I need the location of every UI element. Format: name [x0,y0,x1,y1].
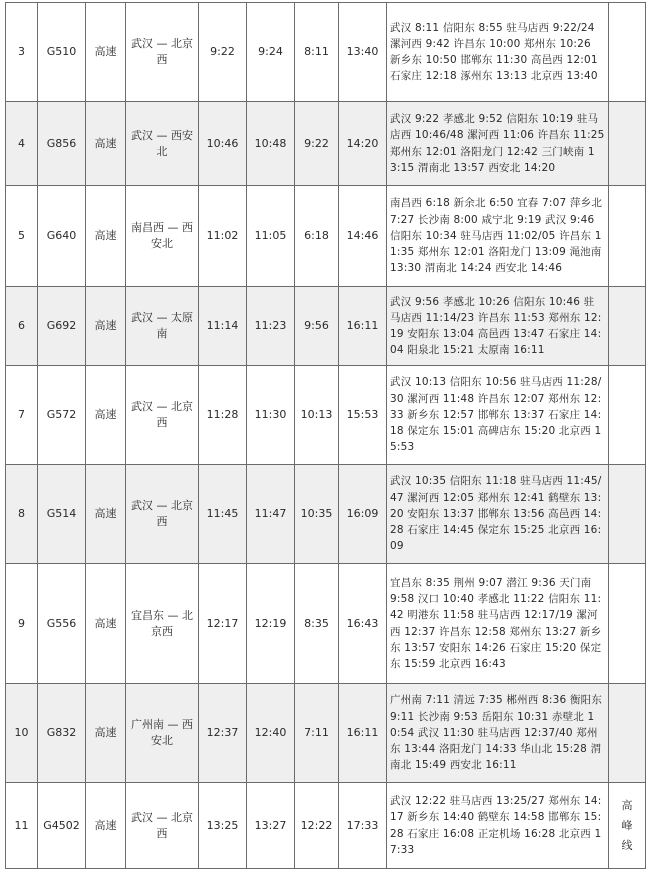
row-index: 7 [6,366,38,465]
terminal-time: 16:11 [339,287,387,366]
terminal-time: 17:33 [339,783,387,869]
route: 武汉 — 北京西 [131,810,193,840]
depart-time: 12:37 [199,684,247,783]
depart-time: 10:46 [199,102,247,186]
note-cell [609,186,646,287]
table-row [6,366,646,465]
train-type: 高速 [86,102,126,186]
route: 武汉 — 北京西 [131,37,193,66]
row-index: 8 [6,465,38,564]
depart-time: 13:25 [199,783,247,869]
train-type: 高速 [86,564,126,684]
train-type: 高速 [86,783,126,869]
table-row [6,564,646,684]
route: 武汉 — 西安北 [131,128,193,158]
route-cell [126,465,199,564]
row-index: 3 [6,3,38,102]
note-cell [609,783,646,869]
terminal-time: 13:40 [339,3,387,102]
train-number: G692 [38,287,86,366]
stops-list: 武汉 10:35 信阳东 11:18 驻马店西 11:45/47 漯河西 12:05 郑州东 12:41 鹤壁东 13:20 安阳东 13:37 邯郸东 13:56 高邑西 14:28 石家庄 14:45 保定东 15:25 北京西 16:09 [387,465,609,564]
origin-time: 10:13 [295,366,339,465]
row-index: 5 [6,186,38,287]
train-type: 高速 [86,366,126,465]
route-cell [126,366,199,465]
depart-time: 11:45 [199,465,247,564]
train-type: 高速 [86,186,126,287]
route-cell [126,287,199,366]
train-type: 高速 [86,3,126,102]
note-cell [609,287,646,366]
row-index: 4 [6,102,38,186]
train-number: G640 [38,186,86,287]
train-type: 高速 [86,465,126,564]
table-row [6,186,646,287]
route-cell [126,684,199,783]
route-cell [126,564,199,684]
depart-time: 11:02 [199,186,247,287]
stops-list: 南昌西 6:18 新余北 6:50 宜春 7:07 萍乡北 7:27 长沙南 8:00 咸宁北 9:19 武汉 9:46 信阳东 10:34 驻马店西 11:02/05 许昌东 11:35 郑州东 12:01 洛阳龙门 13:09 渑池南 13:30 渭南北 14:24 西安北 14:46 [387,186,609,287]
route: 南昌西 — 西安北 [131,221,193,250]
row-index: 10 [6,684,38,783]
stops-list: 武汉 9:56 孝感北 10:26 信阳东 10:46 驻马店西 11:14/23 许昌东 11:53 郑州东 12:19 安阳东 13:04 高邑西 13:47 石家庄 14:04 阳泉北 15:21 太原南 16:11 [387,287,609,366]
train-number: G514 [38,465,86,564]
stops-list: 宜昌东 8:35 荆州 9:07 潜江 9:36 天门南 9:58 汉口 10:40 孝感北 11:22 信阳东 11:42 明港东 11:58 驻马店西 12:17/19 漯河西 12:37 许昌东 12:58 郑州东 13:27 新乡东 13:57 安阳东 14:26 石家庄 15:20 保定东 15:59 北京西 16:43 [387,564,609,684]
route: 宜昌东 — 北京西 [131,608,193,638]
note-cell [609,465,646,564]
note: 高峰线 [621,798,633,852]
terminal-time: 14:20 [339,102,387,186]
train-type: 高速 [86,287,126,366]
terminal-time: 14:46 [339,186,387,287]
route: 武汉 — 北京西 [131,400,193,429]
train-number: G832 [38,684,86,783]
depart-time: 11:14 [199,287,247,366]
stops-list: 武汉 12:22 驻马店西 13:25/27 郑州东 14:17 新乡东 14:40 鹤壁东 14:58 邯郸东 15:28 石家庄 16:08 正定机场 16:28 北京西 17:33 [387,783,609,869]
note-cell [609,102,646,186]
depart-time: 9:22 [199,3,247,102]
origin-time: 10:35 [295,465,339,564]
train-number: G510 [38,3,86,102]
origin-time: 9:22 [295,102,339,186]
terminal-time: 15:53 [339,366,387,465]
terminal-time: 16:11 [339,684,387,783]
train-type: 高速 [86,684,126,783]
stops-list: 武汉 9:22 孝感北 9:52 信阳东 10:19 驻马店西 10:46/48 漯河西 11:06 许昌东 11:25 郑州东 12:01 洛阳龙门 12:42 三门峡南 13:15 渭南北 13:57 西安北 14:20 [387,102,609,186]
arrive-time: 11:30 [247,366,295,465]
row-index: 9 [6,564,38,684]
origin-time: 7:11 [295,684,339,783]
stops-list: 武汉 10:13 信阳东 10:56 驻马店西 11:28/30 漯河西 11:48 许昌东 12:07 郑州东 12:33 新乡东 12:57 邯郸东 13:37 石家庄 14:18 保定东 15:01 高碑店东 15:20 北京西 15:53 [387,366,609,465]
route: 广州南 — 西安北 [131,718,193,747]
terminal-time: 16:43 [339,564,387,684]
route: 武汉 — 太原南 [131,311,193,340]
depart-time: 12:17 [199,564,247,684]
table-row [6,684,646,783]
route-cell [126,783,199,869]
origin-time: 8:11 [295,3,339,102]
arrive-time: 10:48 [247,102,295,186]
stops-list: 武汉 8:11 信阳东 8:55 驻马店西 9:22/24 漯河西 9:42 许昌东 10:00 郑州东 10:26 新乡东 10:50 邯郸东 11:30 高邑西 12:01 石家庄 12:18 涿州东 13:13 北京西 13:40 [387,3,609,102]
table-row [6,287,646,366]
origin-time: 8:35 [295,564,339,684]
terminal-time: 16:09 [339,465,387,564]
train-number: G556 [38,564,86,684]
route-cell [126,186,199,287]
arrive-time: 11:05 [247,186,295,287]
origin-time: 12:22 [295,783,339,869]
note-cell [609,3,646,102]
origin-time: 6:18 [295,186,339,287]
row-index: 6 [6,287,38,366]
route-cell [126,102,199,186]
depart-time: 11:28 [199,366,247,465]
route: 武汉 — 北京西 [131,499,193,528]
row-index: 11 [6,783,38,869]
train-number: G572 [38,366,86,465]
note-cell [609,684,646,783]
table-row [6,783,646,869]
train-schedule-table [5,2,646,869]
stops-list: 广州南 7:11 清远 7:35 郴州西 8:36 衡阳东 9:11 长沙南 9:53 岳阳东 10:31 赤壁北 10:54 武汉 11:30 驻马店西 12:37/40 郑州东 13:44 洛阳龙门 14:33 华山北 15:28 渭南北 15:49 西安北 16:11 [387,684,609,783]
table-row [6,102,646,186]
origin-time: 9:56 [295,287,339,366]
table-row [6,465,646,564]
train-number: G4502 [38,783,86,869]
train-number: G856 [38,102,86,186]
arrive-time: 11:47 [247,465,295,564]
arrive-time: 12:40 [247,684,295,783]
route-cell [126,3,199,102]
arrive-time: 12:19 [247,564,295,684]
arrive-time: 13:27 [247,783,295,869]
arrive-time: 11:23 [247,287,295,366]
table-row [6,3,646,102]
arrive-time: 9:24 [247,3,295,102]
note-cell [609,366,646,465]
note-cell [609,564,646,684]
